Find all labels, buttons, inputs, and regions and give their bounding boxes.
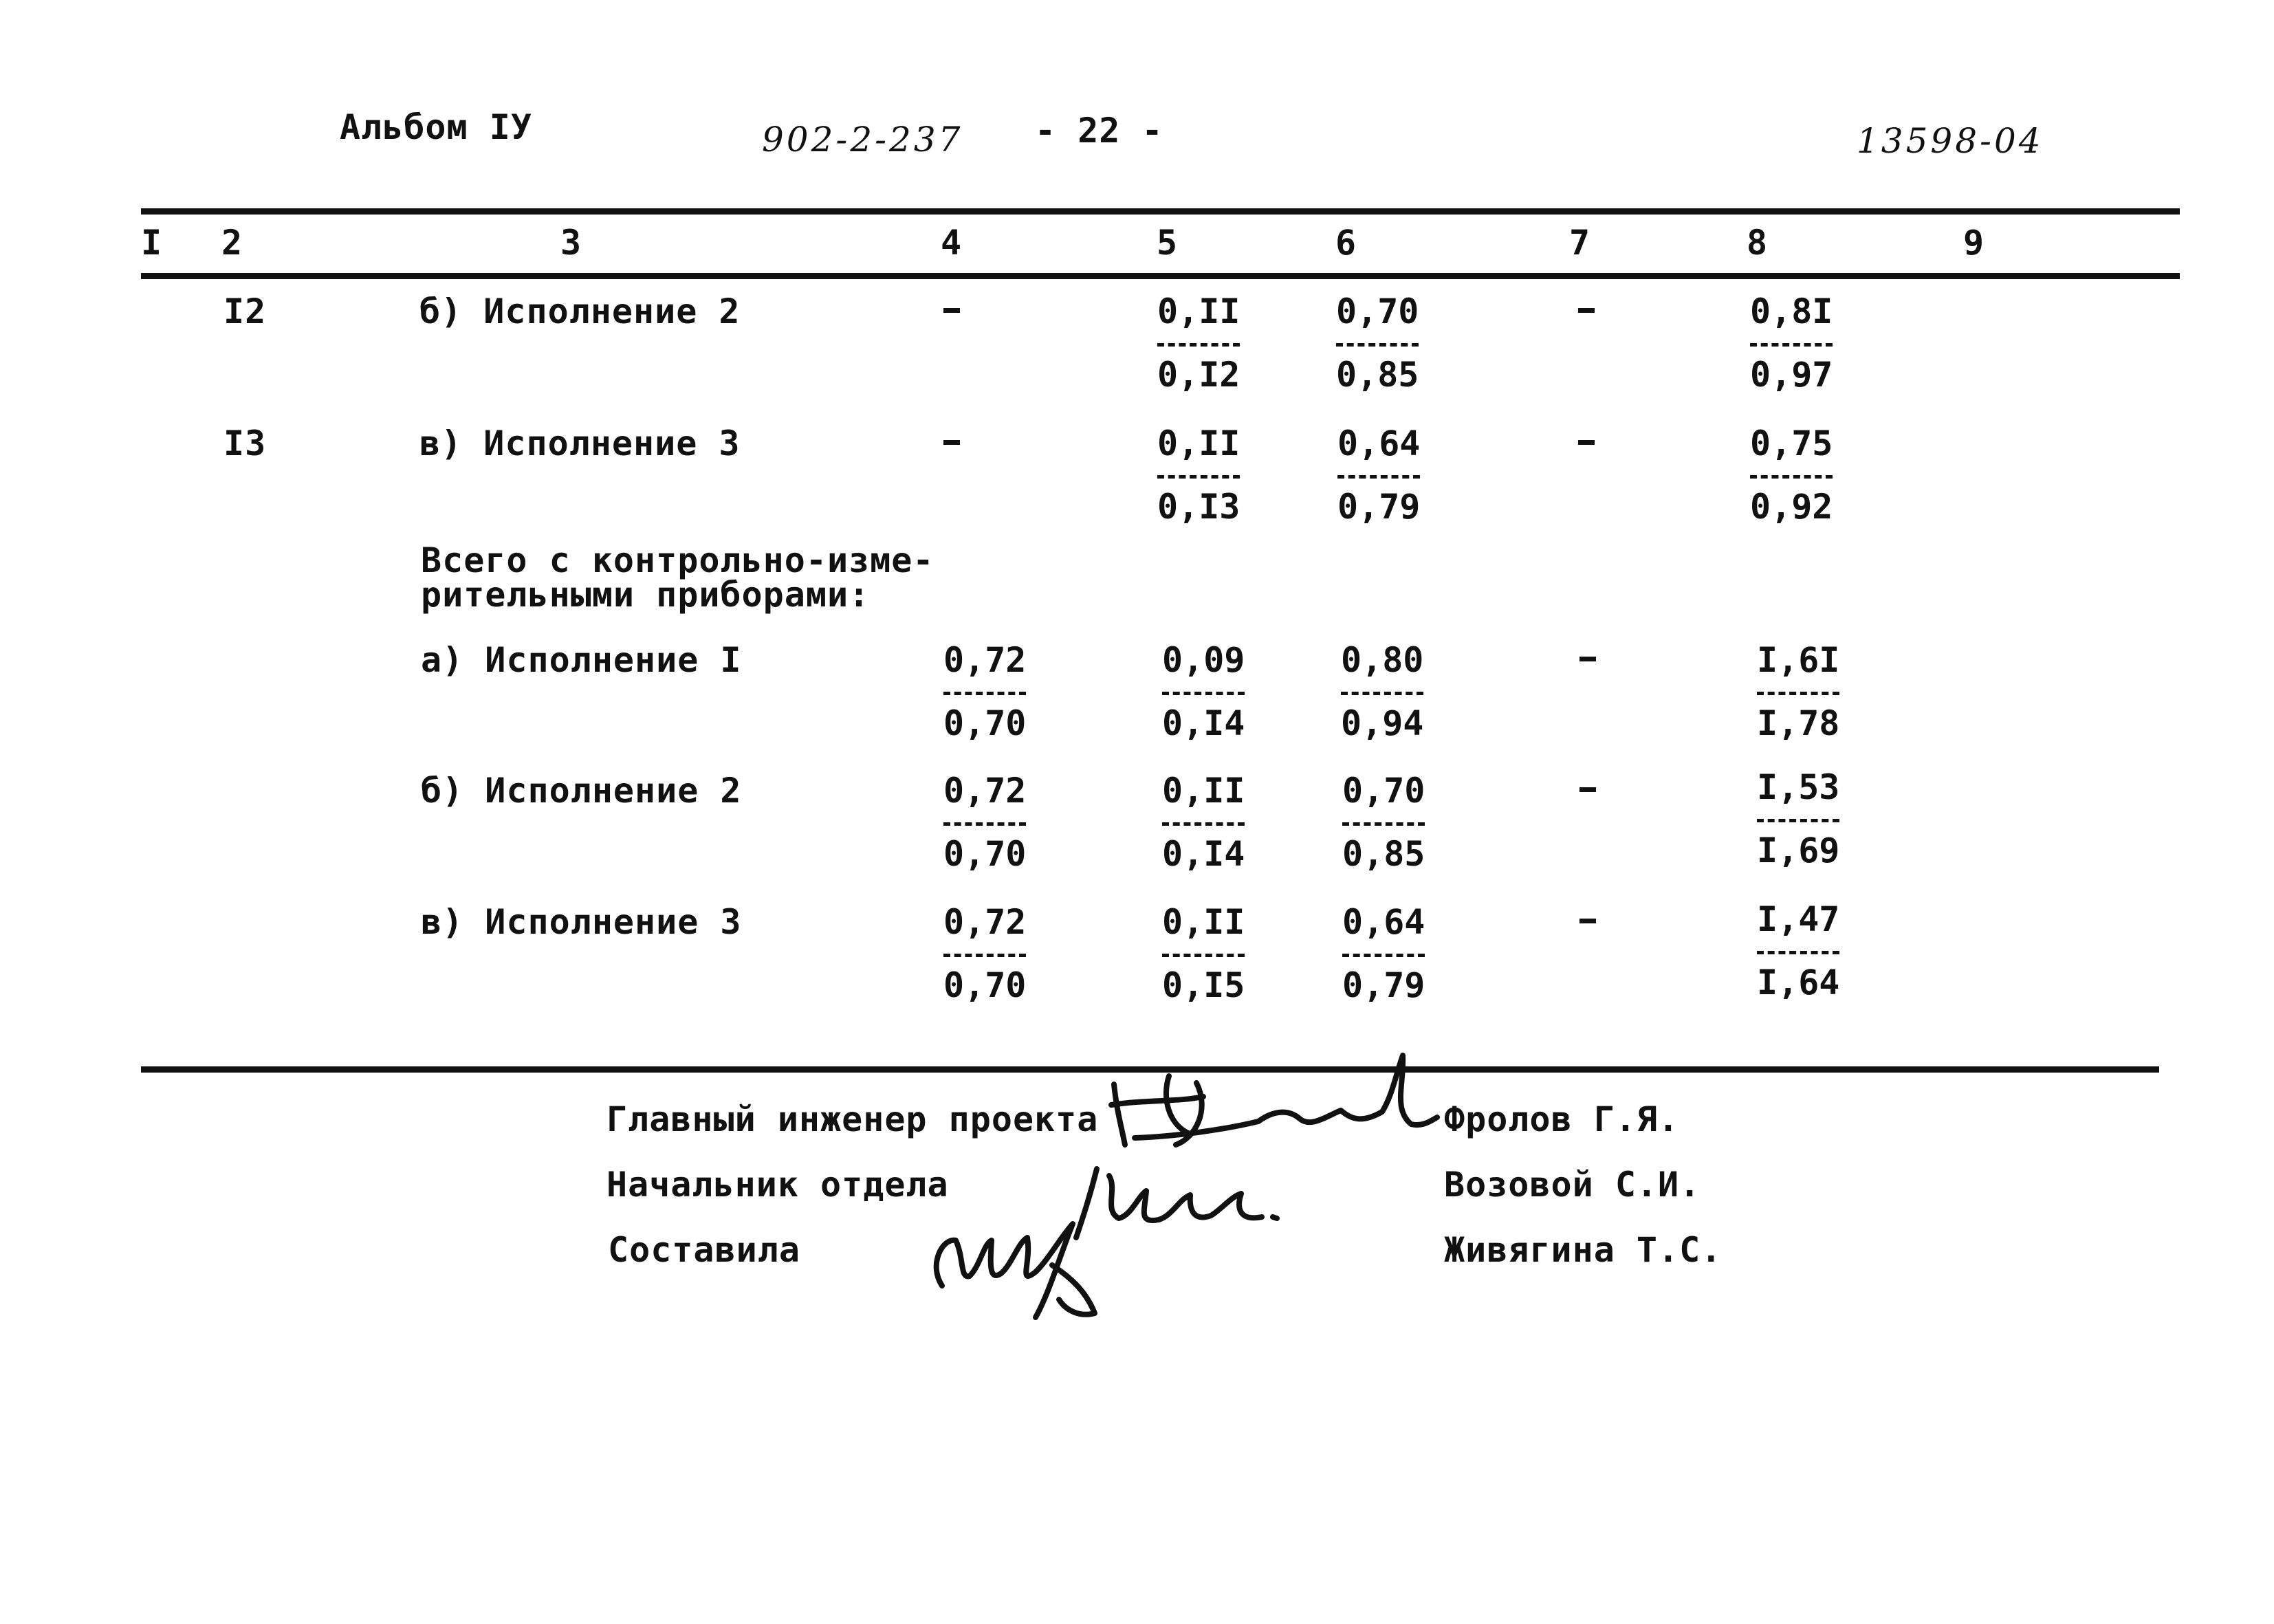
signature-name: Живягина Т.С. (1444, 1230, 1723, 1270)
fraction-bar (943, 954, 1026, 957)
fraction-bar (1157, 343, 1240, 347)
column-header: 8 (1747, 223, 1769, 263)
numerator: I,53 (1757, 767, 1840, 807)
row-value-col5 (1162, 640, 1265, 743)
row-value-col6 (1336, 292, 1439, 395)
fraction-bar (1162, 954, 1245, 957)
page-number: - 22 - (1035, 111, 1163, 151)
column-header: 5 (1157, 223, 1179, 263)
compiler-signature (915, 1196, 1135, 1327)
fraction-bar (1750, 343, 1833, 347)
numerator: 0,II (1162, 771, 1245, 811)
row-label: в) Исполнение 3 (419, 424, 741, 463)
row-label: в) Исполнение 3 (421, 902, 742, 942)
column-header: 7 (1569, 223, 1591, 263)
fraction-bar (1342, 954, 1425, 957)
signature-role: Начальник отдела (606, 1165, 949, 1205)
numerator: 0,II (1157, 292, 1240, 331)
numerator: 0,72 (943, 640, 1027, 680)
row-value-col6 (1342, 902, 1445, 1005)
table-header-rule (141, 273, 2180, 279)
fraction-bar (1157, 475, 1240, 479)
column-header: 4 (941, 223, 963, 263)
row-value-col5 (1157, 292, 1260, 395)
numerator: 0,8I (1750, 292, 1833, 331)
denominator: 0,I2 (1157, 355, 1240, 395)
denominator: 0,70 (943, 703, 1027, 743)
row-value-col7 (1579, 657, 1596, 661)
denominator: 0,I3 (1157, 487, 1240, 527)
numerator: 0,80 (1341, 640, 1424, 680)
fraction-bar (1336, 343, 1419, 347)
row-value-col4 (943, 308, 960, 313)
row-label: а) Исполнение I (421, 640, 742, 680)
denominator: 0,I5 (1162, 965, 1245, 1005)
fraction-bar (1162, 692, 1245, 695)
row-value-col8 (1757, 767, 1860, 870)
row-label: б) Исполнение 2 (421, 771, 742, 811)
numerator: 0,64 (1337, 424, 1421, 463)
fraction-bar (1162, 822, 1245, 826)
row-value-col7 (1578, 440, 1595, 445)
denominator: I,69 (1757, 831, 1840, 870)
row-value-col7 (1578, 308, 1595, 313)
album-label: Альбом IУ (340, 107, 532, 147)
numerator: 0,70 (1342, 771, 1425, 811)
row-number: I2 (223, 292, 267, 331)
signature-name: Возовой С.И. (1444, 1165, 1701, 1205)
row-value-col8 (1750, 424, 1853, 527)
fraction-bar (1757, 951, 1839, 954)
fraction-bar (1757, 692, 1839, 695)
chief-engineer-signature (1093, 1042, 1444, 1172)
denominator: 0,79 (1342, 965, 1425, 1005)
denominator: 0,94 (1341, 703, 1424, 743)
fraction-bar (943, 692, 1026, 695)
numerator: 0,72 (943, 771, 1027, 811)
row-value-col8 (1757, 899, 1860, 1002)
numerator: 0,75 (1750, 424, 1833, 463)
numerator: 0,70 (1336, 292, 1419, 331)
row-value-col6 (1342, 771, 1445, 874)
row-number: I3 (223, 424, 267, 463)
row-value-col8 (1757, 640, 1860, 743)
sheet-code: 13598-04 (1857, 121, 2044, 161)
numerator: 0,09 (1162, 640, 1245, 680)
row-value-col6 (1337, 424, 1441, 527)
row-value-col7 (1579, 919, 1596, 923)
row-value-col4 (943, 440, 960, 445)
row-value-col4 (943, 771, 1047, 874)
signature-role: Главный инженер проекта (606, 1099, 1099, 1139)
denominator: 0,92 (1750, 487, 1833, 527)
column-header: 2 (221, 223, 243, 263)
column-header: 9 (1963, 223, 1985, 263)
denominator: 0,I4 (1162, 834, 1245, 874)
row-value-col7 (1579, 787, 1596, 792)
project-code: 902-2-237 (762, 120, 963, 160)
numerator: 0,II (1162, 902, 1245, 942)
row-value-col6 (1341, 640, 1444, 743)
row-value-col5 (1162, 771, 1265, 874)
numerator: 0,64 (1342, 902, 1425, 942)
fraction-bar (943, 822, 1026, 826)
fraction-bar (1757, 819, 1839, 822)
denominator: 0,70 (943, 834, 1027, 874)
denominator: I,78 (1757, 703, 1840, 743)
row-value-col5 (1157, 424, 1260, 527)
denominator: 0,85 (1336, 355, 1419, 395)
fraction-bar (1337, 475, 1420, 479)
row-value-col4 (943, 902, 1047, 1005)
total-heading-line2: рительными приборами: (421, 575, 871, 615)
denominator: I,64 (1757, 963, 1840, 1002)
table-top-rule (141, 208, 2180, 215)
column-header: 6 (1335, 223, 1357, 263)
row-label: б) Исполнение 2 (419, 292, 741, 331)
fraction-bar (1341, 692, 1423, 695)
column-header: 3 (560, 223, 582, 263)
numerator: I,47 (1757, 899, 1840, 939)
denominator: 0,I4 (1162, 703, 1245, 743)
row-value-col4 (943, 640, 1047, 743)
total-heading-line1: Всего с контрольно-изме- (421, 540, 934, 580)
denominator: 0,79 (1337, 487, 1421, 527)
row-value-col8 (1750, 292, 1853, 395)
numerator: 0,II (1157, 424, 1240, 463)
row-value-col5 (1162, 902, 1265, 1005)
fraction-bar (1750, 475, 1833, 479)
numerator: I,6I (1757, 640, 1840, 680)
fraction-bar (1342, 822, 1425, 826)
denominator: 0,97 (1750, 355, 1833, 395)
column-header: I (141, 223, 163, 263)
denominator: 0,85 (1342, 834, 1425, 874)
numerator: 0,72 (943, 902, 1027, 942)
denominator: 0,70 (943, 965, 1027, 1005)
signature-name: Фролов Г.Я. (1444, 1099, 1680, 1139)
signature-role: Составила (608, 1230, 800, 1270)
